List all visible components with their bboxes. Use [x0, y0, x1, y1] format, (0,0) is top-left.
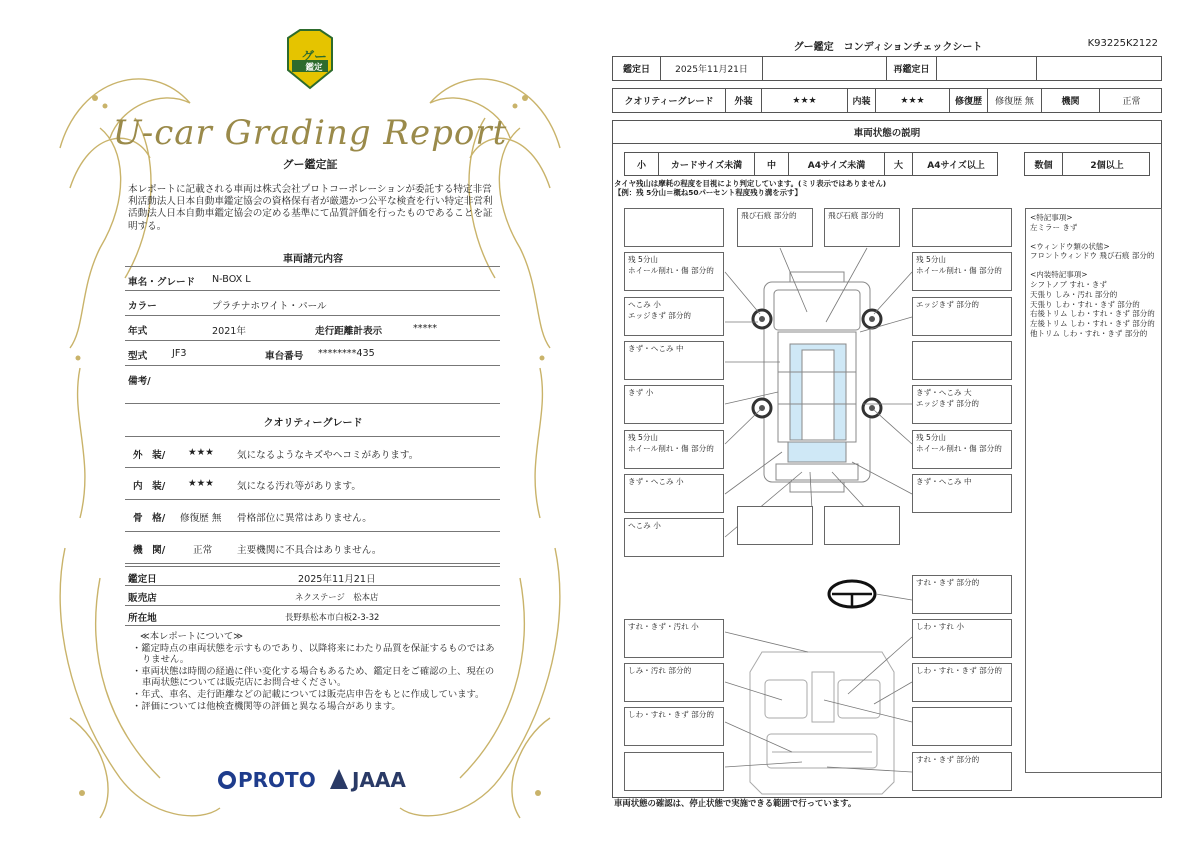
certificate-title: U-car Grading Report: [112, 113, 508, 153]
info-row-shop: [125, 586, 500, 606]
damage-box-left-5: 残 5分山 ホイール削れ・傷 部分的: [624, 430, 724, 469]
note-item: ・鑑定時点の車両状態を示すものであり、以降将来にわたり品質を保証するものではありません。: [132, 642, 495, 666]
info-shop-value: ネクステージ 松本店: [295, 592, 379, 602]
special-line: 左後トリム しわ・すれ・きず 部分的: [1030, 319, 1155, 329]
spec-row-name: [125, 266, 500, 291]
legend-small: 小: [625, 153, 659, 175]
damage-box: [737, 506, 813, 545]
quality-exterior-value: ★★★: [188, 447, 214, 458]
damage-box: [624, 208, 724, 247]
damage-box-right-5: きず・へこみ 中: [912, 474, 1012, 513]
quality-frame-desc: 骨格部位に異常はありません。: [237, 513, 372, 524]
special-line: 他トリム しわ・すれ・きず 部分的: [1030, 328, 1148, 338]
spec-color-label: カラー: [128, 301, 157, 312]
info-shop-label: 販売店: [128, 593, 157, 604]
certificate-subtitle: グー鑑定証: [282, 158, 338, 171]
damage-box-left-1: 残 5分山 ホイール削れ・傷 部分的: [624, 252, 724, 291]
spec-model-label: 型式: [128, 351, 148, 362]
legend-medium-desc: A4サイズ未満: [789, 153, 885, 175]
spec-name-value: N-BOX L: [212, 274, 251, 285]
info-row-date: [125, 566, 500, 586]
special-heading: <内装特記事項>: [1030, 270, 1088, 280]
report-notes: [130, 631, 500, 712]
quality-row-exterior: [125, 436, 500, 468]
special-heading: <特記事項>: [1030, 213, 1073, 222]
note-item: ・年式、車名、走行距離などの記載については販売店申告をもとに作成しています。: [132, 688, 485, 700]
spec-mileage-value: *****: [413, 323, 437, 334]
special-line: シフトノブ すれ・きず: [1030, 279, 1107, 289]
damage-box-left-4: きず 小: [624, 385, 724, 424]
quality-title: クオリティーグレード: [263, 418, 363, 429]
interior-box-right-3: すれ・きず 部分的: [912, 752, 1012, 791]
proto-icon: [218, 771, 236, 789]
quality-engine-label: 機 関/: [133, 545, 166, 556]
jaaa-logo: [330, 768, 406, 792]
repair-label: 修復歴: [950, 89, 988, 112]
certificate-intro: 本レポートに記載される車両は株式会社プロトコーポレーションが委託する特定非営利活動法人日本自動車鑑定協会の資格保有者が厳選かつ公平な検査を行い特定非営利活動法人日本自動車鑑定協会の定める基準にて品質評価を行ったものであることを証明する。: [128, 184, 493, 232]
spec-row-model: [125, 341, 500, 366]
info-row-address: [125, 606, 500, 626]
badge-text-bottom: 鑑定: [305, 63, 323, 73]
interior-box-left-3: しわ・すれ・きず 部分的: [624, 707, 724, 746]
exterior-value: ★★★: [762, 89, 848, 112]
interior-box: [912, 707, 1012, 746]
legend-large: 大: [885, 153, 913, 175]
tire-note-line2: 【例：残 5分山＝概ね50パーセント程度残り溝を示す】: [614, 188, 802, 198]
interior-label: 内装: [848, 89, 876, 112]
damage-box-left-7: へこみ 小: [624, 518, 724, 557]
special-heading: <ウィンドウ類の状態>: [1030, 241, 1110, 251]
quality-exterior-desc: 気になるようなキズやヘコミがあります。: [237, 450, 419, 461]
damage-box: [824, 506, 900, 545]
info-address-value: 長野県松本市白板2-3-32: [285, 612, 380, 622]
interior-box: [624, 752, 724, 791]
condition-title: 車両状態の説明: [612, 120, 1162, 144]
badge-text-top: グー: [300, 50, 327, 65]
info-date-label: 鑑定日: [128, 574, 157, 585]
quality-row-frame: [125, 500, 500, 532]
reinspect-label: 再鑑定日: [887, 57, 937, 80]
spec-row-remarks: [125, 366, 500, 404]
spec-mileage-label: 走行距離計表示: [315, 326, 383, 337]
date-value: 2025年11月21日: [661, 57, 763, 80]
damage-box-top-2: 飛び石痕 部分的: [824, 208, 900, 247]
sheet-footer: 車両状態の確認は、停止状態で実施できる範囲で行っています。: [614, 798, 857, 808]
repair-value: 修復歴 無: [988, 89, 1042, 112]
quality-row-engine: [125, 532, 500, 564]
legend-small-desc: カードサイズ未満: [659, 153, 755, 175]
damage-box-right-3: きず・へこみ 大 エッジきず 部分的: [912, 385, 1012, 424]
info-address-label: 所在地: [128, 613, 157, 624]
spec-chassis-value: ********435: [318, 348, 375, 359]
spec-year-label: 年式: [128, 326, 148, 337]
spec-row-color: [125, 291, 500, 316]
interior-box-left-1: すれ・きず・汚れ 小: [624, 619, 724, 658]
quality-exterior-label: 外 装/: [133, 450, 166, 461]
damage-box-right-2: エッジきず 部分的: [912, 297, 1012, 336]
engine-value: 正常: [1122, 97, 1141, 107]
condition-check-sheet: [612, 32, 1164, 812]
spec-model-value: JF3: [172, 348, 187, 359]
date-label: 鑑定日: [613, 57, 661, 80]
quality-frame-label: 骨 格/: [133, 513, 166, 524]
spec-color-value: プラチナホワイト・パール: [212, 301, 327, 312]
special-line: 右後トリム しわ・すれ・きず 部分的: [1030, 309, 1155, 319]
special-line: 天張り しみ・汚れ 部分的: [1030, 289, 1118, 299]
spec-name-label: 車名・グレード: [128, 277, 196, 288]
legend-count: 数個: [1025, 153, 1063, 175]
spec-chassis-label: 車台番号: [265, 351, 304, 362]
damage-box-right-4: 残 5分山 ホイール削れ・傷 部分的: [912, 430, 1012, 469]
damage-box-right-1: 残 5分山 ホイール削れ・傷 部分的: [912, 252, 1012, 291]
quality-frame-value: 修復歴 無: [180, 513, 222, 524]
legend-large-desc: A4サイズ以上: [927, 160, 985, 171]
quality-interior-value: ★★★: [188, 478, 214, 489]
grading-certificate: [40, 18, 580, 833]
sheet-title: グー鑑定 コンディションチェックシート: [793, 42, 983, 53]
interior-box-left-2: しみ・汚れ 部分的: [624, 663, 724, 702]
damage-box-left-2: へこみ 小 エッジきず 部分的: [624, 297, 724, 336]
special-notes: [1025, 208, 1162, 773]
damage-box: [912, 208, 1012, 247]
jaaa-icon: [330, 769, 348, 789]
interior-box-right-1: しわ・すれ 小: [912, 619, 1012, 658]
note-item: ・評価については他検査機関等の評価と異なる場合があります。: [132, 700, 401, 712]
engine-label: 機関: [1042, 89, 1100, 112]
damage-box-left-3: きず・へこみ 中: [624, 341, 724, 380]
quality-engine-desc: 主要機関に不具合はありません。: [237, 545, 382, 556]
special-line: フロントウィンドウ 飛び石痕 部分的: [1030, 251, 1155, 261]
spec-year-value: 2021年: [212, 326, 247, 337]
legend-medium: 中: [755, 153, 789, 175]
quality-label: クオリティーグレード: [613, 89, 726, 112]
spec-remarks-label: 備考/: [128, 376, 151, 387]
interior-value: ★★★: [876, 89, 950, 112]
interior-box-right-2: しわ・すれ・きず 部分的: [912, 663, 1012, 702]
info-date-value: 2025年11月21日: [298, 574, 376, 585]
quality-engine-value: 正常: [193, 545, 213, 556]
jaaa-logo-text: JAAA: [352, 768, 406, 792]
quality-interior-label: 内 装/: [133, 481, 166, 492]
notes-title: ≪本レポートについて≫: [140, 631, 243, 642]
damage-box: [912, 341, 1012, 380]
specs-title: 車両諸元内容: [283, 254, 343, 265]
sheet-id: K93225K2122: [1087, 38, 1158, 49]
special-line: 左ミラー きず: [1030, 222, 1078, 232]
quality-interior-desc: 気になる汚れ等があります。: [237, 481, 361, 492]
note-item: ・車両状態は時間の経過に伴い変化する場合もあるため、鑑定日をご確認の上、現在の車両状態については販売店にお問合せください。: [132, 665, 495, 689]
quality-row-interior: [125, 468, 500, 500]
tire-note-line1: タイヤ残山は摩耗の程度を目視により判定しています。(ミリ表示ではありません): [614, 179, 887, 188]
damage-box-left-6: きず・へこみ 小: [624, 474, 724, 513]
interior-box-steering: すれ・きず 部分的: [912, 575, 1012, 614]
special-line: 天張り しわ・すれ・きず 部分的: [1030, 299, 1140, 309]
exterior-label: 外装: [726, 89, 762, 112]
legend-count-desc: 2個以上: [1090, 160, 1124, 171]
damage-box-top-1: 飛び石痕 部分的: [737, 208, 813, 247]
proto-logo: [218, 768, 316, 792]
spec-row-year: [125, 316, 500, 341]
proto-logo-text: PROTO: [238, 768, 316, 792]
